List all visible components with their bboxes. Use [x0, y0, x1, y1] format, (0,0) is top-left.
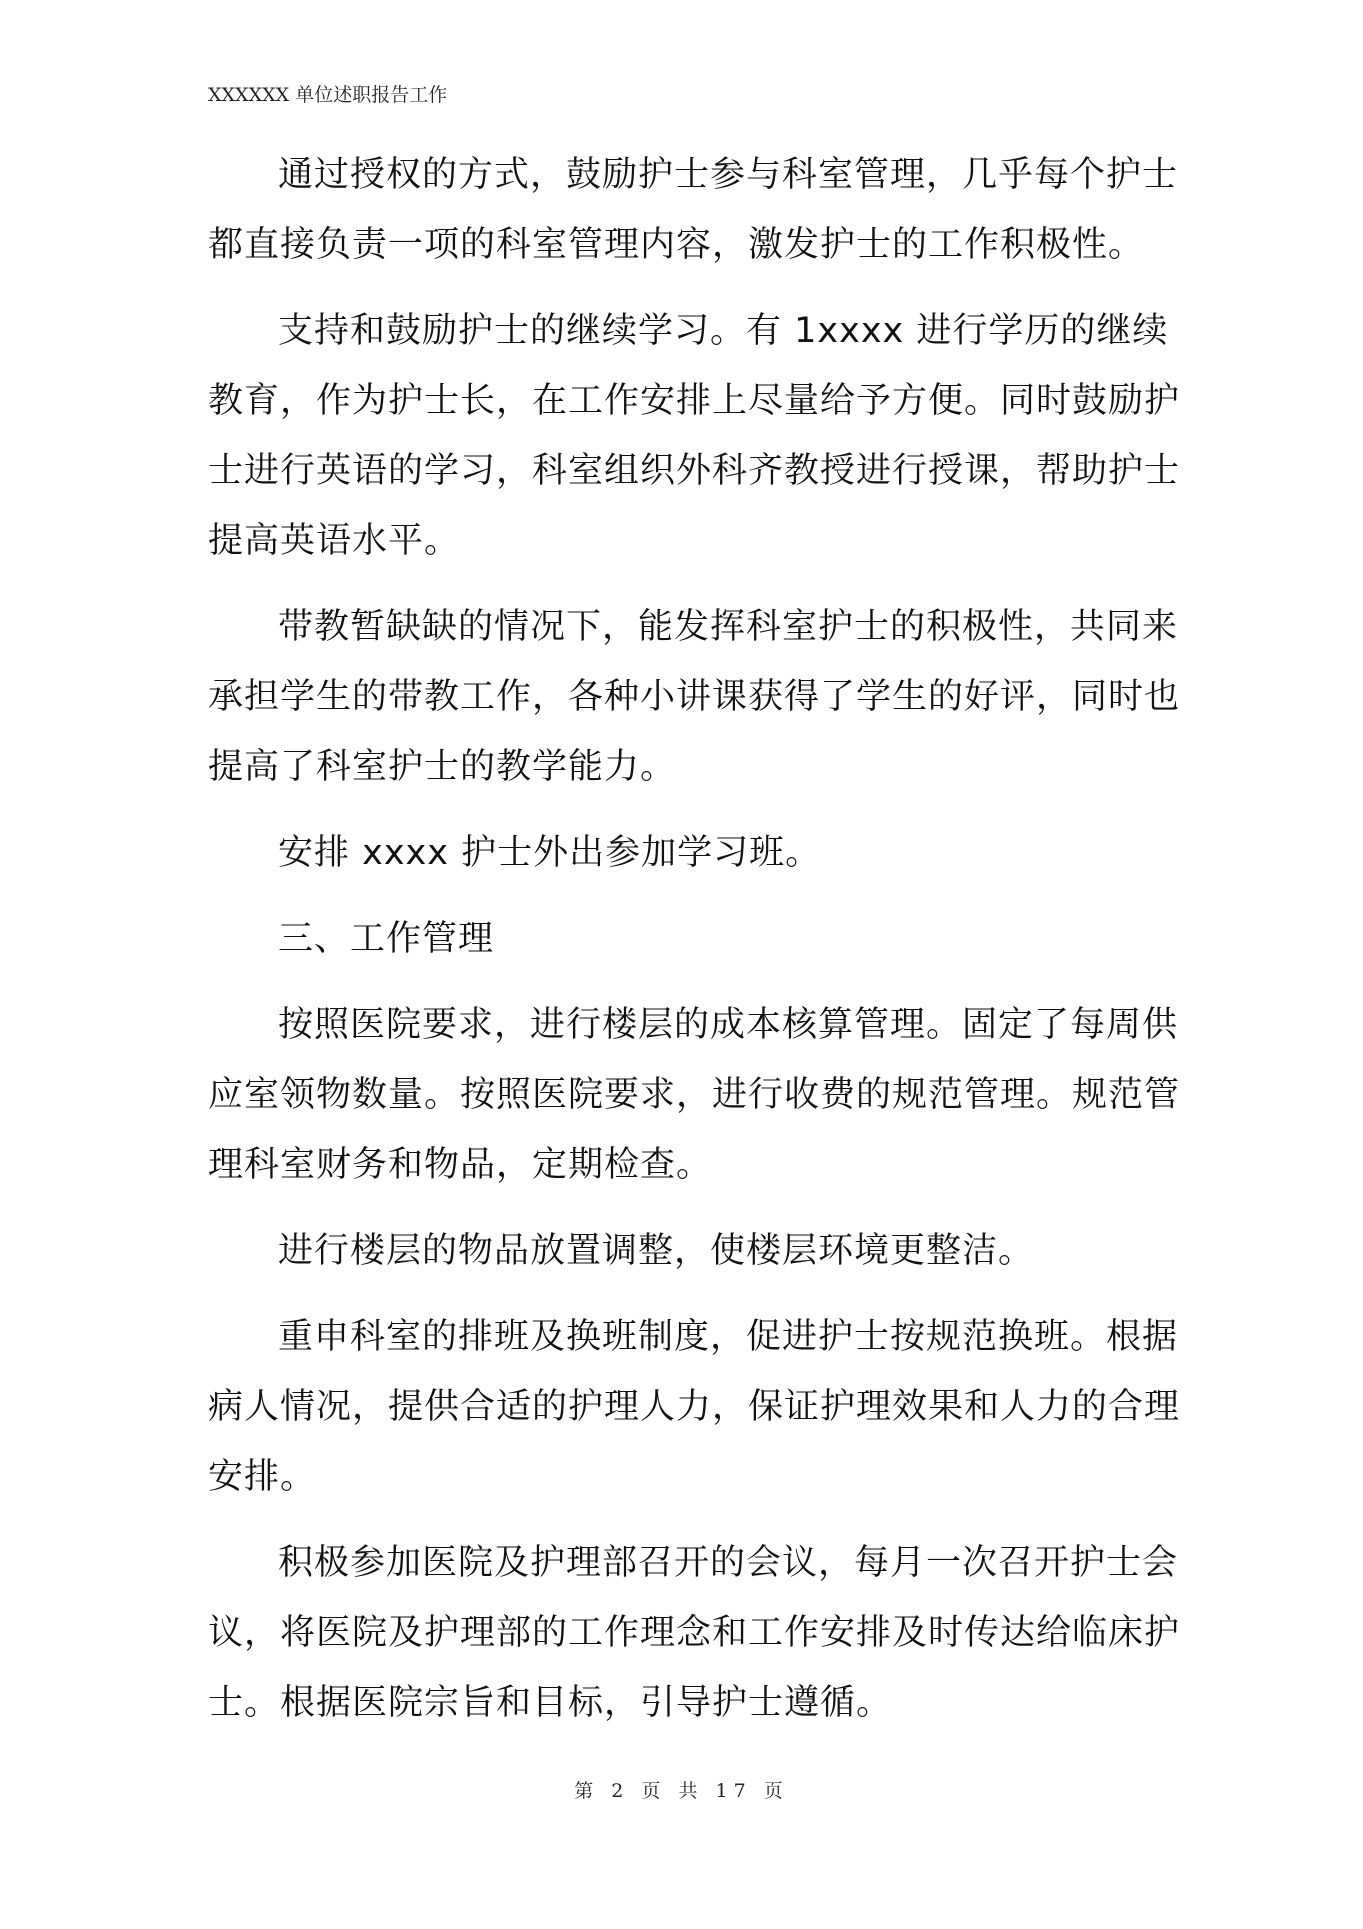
paragraph-teaching: 带教暂缺缺的情况下，能发挥科室护士的积极性，共同来承担学生的带教工作，各种小讲课获得了学生的好评，同时也提高了科室护士的教学能力。	[208, 607, 1181, 787]
paragraph-continuing-education: 支持和鼓励护士的继续学习。有 1xxxx 进行学历的继续教育，作为护士长，在工作安排上尽量给予方便。同时鼓励护士进行英语的学习，科室组织外科齐教授进行授课，帮助护士提高英语水平。	[208, 311, 1181, 561]
section-heading-work-management: 三、工作管理	[278, 919, 495, 959]
page-header: XXXXXX 单位述职报告工作	[208, 84, 448, 106]
paragraph-scheduling: 重申科室的排班及换班制度，促进护士按规范换班。根据病人情况，提供合适的护理人力，保证护理效果和人力的合理安排。	[208, 1317, 1181, 1497]
paragraph-cost-accounting: 按照医院要求，进行楼层的成本核算管理。固定了每周供应室领物数量。按照医院要求，进行收费的规范管理。规范管理科室财务和物品，定期检查。	[208, 1005, 1181, 1185]
paragraph-empowerment: 通过授权的方式，鼓励护士参与科室管理，几乎每个护士都直接负责一项的科室管理内容，激发护士的工作积极性。	[208, 155, 1179, 265]
document-body	[208, 140, 1183, 1738]
page-footer: 第 2 页 共 17 页	[574, 1780, 789, 1802]
paragraph-training-class: 安排 xxxx 护士外出参加学习班。	[278, 833, 822, 873]
paragraph-meetings: 积极参加医院及护理部召开的会议，每月一次召开护士会议，将医院及护理部的工作理念和工作安排及时传达给临床护士。根据医院宗旨和目标，引导护士遵循。	[208, 1543, 1181, 1723]
paragraph-environment: 进行楼层的物品放置调整，使楼层环境更整洁。	[278, 1231, 1035, 1271]
